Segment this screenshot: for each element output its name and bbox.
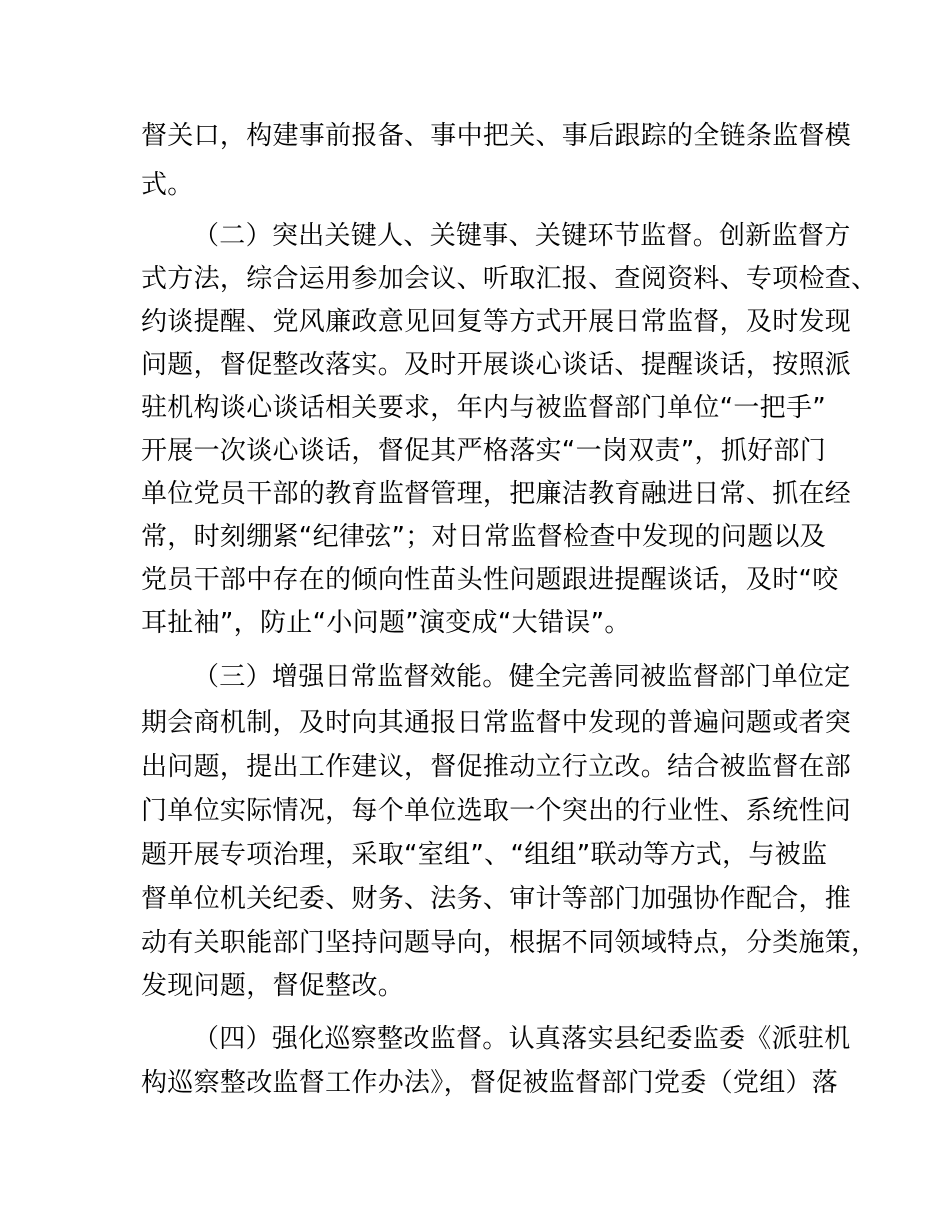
text-line: 构巡察整改监督工作办法》，督促被监督部门党委（党组）落: [141, 1068, 839, 1098]
text-line: 门单位实际情况，每个单位选取一个突出的行业性、系统性问: [141, 796, 852, 826]
text-line: 发现问题，督促整改。: [141, 971, 405, 1001]
text-line: 单位党员干部的教育监督管理，把廉洁教育融进日常、抓在经: [141, 479, 852, 509]
text-line: 党员干部中存在的倾向性苗头性问题跟进提醒谈话，及时“咬: [141, 565, 839, 595]
paragraph-heading-line: （三）增强日常监督效能。健全完善同被监督部门单位定: [193, 662, 851, 692]
text-line: 题开展专项治理，采取“室组”、“组组”联动等方式，与被监: [141, 840, 828, 870]
text-line: 式方法，综合运用参加会议、听取汇报、查阅资料、专项检查、: [141, 264, 878, 294]
text-line: 驻机构谈心谈话相关要求，年内与被监督部门单位“一把手”: [141, 393, 827, 423]
text-line: 约谈提醒、党风廉政意见回复等方式开展日常监督，及时发现: [141, 307, 852, 337]
text-line: 开展一次谈心谈话，督促其严格落实“一岗双责”，抓好部门: [141, 436, 827, 466]
text-line: 动有关职能部门坚持问题导向，根据不同领域特点，分类施策，: [141, 928, 878, 958]
text-line: 督单位机关纪委、财务、法务、审计等部门加强协作配合，推: [141, 884, 852, 914]
text-line: 出问题，提出工作建议，督促推动立行立改。结合被监督在部: [141, 752, 852, 782]
text-line: 期会商机制，及时向其通报日常监督中发现的普遍问题或者突: [141, 708, 852, 738]
text-line: 常，时刻绷紧“纪律弦”；对日常监督检查中发现的问题以及: [141, 522, 827, 552]
text-line: 耳扯袖”，防止“小问题”演变成“大错误”。: [141, 608, 631, 638]
paragraph-heading-line: （四）强化巡察整改监督。认真落实县纪委监委《派驻机: [193, 1024, 851, 1054]
text-line: 督关口，构建事前报备、事中把关、事后跟踪的全链条监督模: [141, 121, 852, 151]
text-line: 式。: [141, 170, 194, 200]
paragraph-heading-line: （二）突出关键人、关键事、关键环节监督。创新监督方: [193, 221, 851, 251]
text-line: 问题，督促整改落实。及时开展谈心谈话、提醒谈话，按照派: [141, 350, 852, 380]
